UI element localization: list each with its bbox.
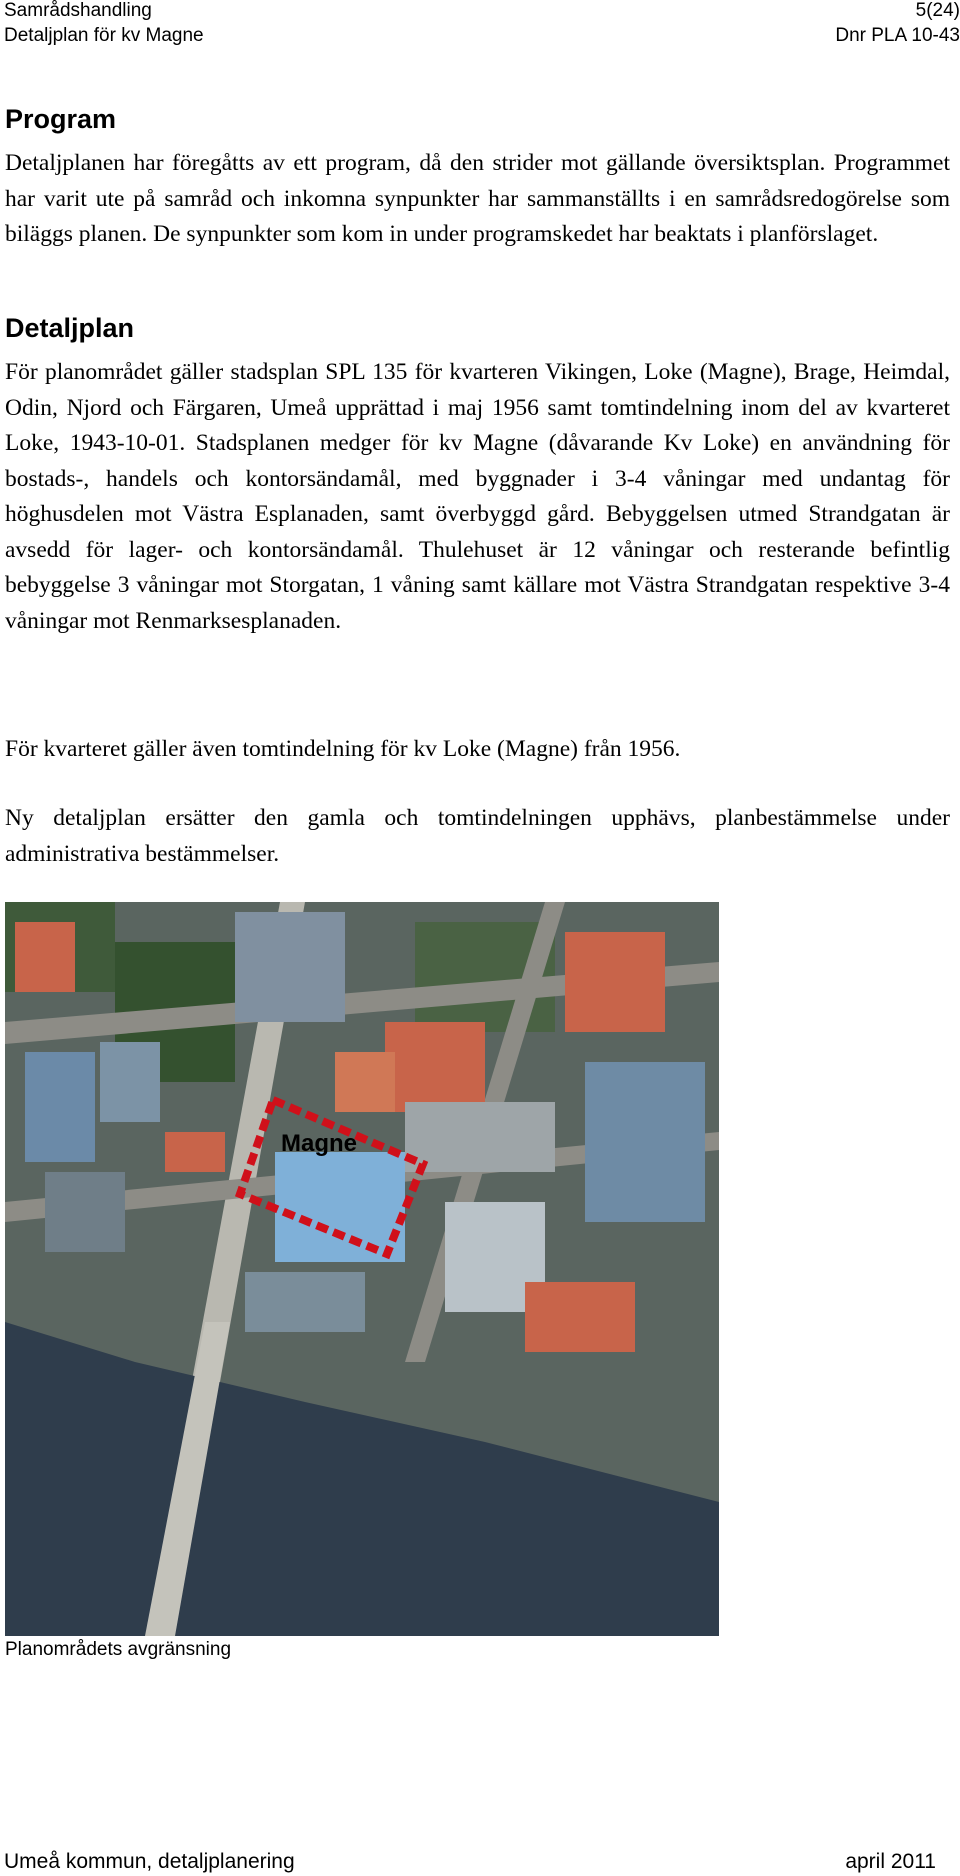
building bbox=[275, 1152, 405, 1262]
building-roof bbox=[165, 1132, 225, 1172]
program-text: Detaljplanen har föregåtts av ett program, då den strider mot gällande översiktsplan. Programmet har varit ute på samråd och inkomna synpunkter har sammanställts i en samrådsredogörelse som biläggs planen. De synpunkter som kom in under programskedet har beaktats i planförslaget. bbox=[5, 150, 950, 247]
building-roof bbox=[525, 1282, 635, 1352]
figure-caption: Planområdets avgränsning bbox=[5, 1639, 232, 1660]
footer-organization: Umeå kommun, detaljplanering bbox=[4, 1850, 295, 1873]
registration-number: Dnr PLA 10-43 bbox=[835, 25, 960, 46]
program-heading: Program bbox=[5, 104, 117, 134]
building bbox=[25, 1052, 95, 1162]
building-roof bbox=[565, 932, 665, 1032]
document-type: Samrådshandling bbox=[4, 0, 152, 21]
page-number: 5(24) bbox=[915, 0, 960, 21]
building-roof bbox=[335, 1052, 395, 1112]
building bbox=[245, 1272, 365, 1332]
building bbox=[45, 1172, 125, 1252]
footer-date: april 2011 bbox=[845, 1850, 936, 1873]
building bbox=[235, 912, 345, 1022]
map-label-magne: Magne bbox=[281, 1130, 358, 1157]
document-title: Detaljplan för kv Magne bbox=[4, 25, 204, 46]
building-roof bbox=[15, 922, 75, 992]
detaljplan-heading: Detaljplan bbox=[5, 313, 135, 343]
aerial-photo bbox=[5, 902, 719, 1636]
page-header bbox=[4, 0, 960, 22]
detaljplan-paragraph-2: För kvarteret gäller även tomtindelning för kv Loke (Magne) från 1956. bbox=[5, 736, 681, 762]
page-subheader bbox=[4, 25, 960, 47]
detaljplan-paragraph-3: Ny detaljplan ersätter den gamla och tomtindelningen upphävs, planbestämmelse under administrativa bestämmelser. bbox=[5, 805, 950, 867]
building-roof bbox=[385, 1022, 485, 1112]
aerial-map-graphic bbox=[5, 902, 719, 1636]
building bbox=[100, 1042, 160, 1122]
building bbox=[585, 1062, 705, 1222]
building bbox=[405, 1102, 555, 1172]
page-footer bbox=[4, 1850, 960, 1874]
detaljplan-paragraph-1: För planområdet gäller stadsplan SPL 135 för kvarteren Vikingen, Loke (Magne), Brage, Heimdal, Odin, Njord och Färgaren, Umeå upprättad i maj 1956 samt tomtindelning inom del av kvarteret Loke, 1943-10-01. Stadsplanen medger för kv Magne (dåvarande Kv Loke) en användning för bostads-, handels och kontorsändamål, med byggnader i 3-4 våningar med undantag för höghusdelen mot Västra Esplanaden, samt överbyggd gård. Bebyggelsen utmed Strandgatan är avsedd för lager- och kontorsändamål. Thulehuset är 12 våningar och resterande befintlig bebyggelse 3 våningar mot Storgatan, 1 våning samt källare mot Västra Strandgatan respektive 3-4 våningar mot Renmarksesplanaden. bbox=[5, 359, 950, 634]
